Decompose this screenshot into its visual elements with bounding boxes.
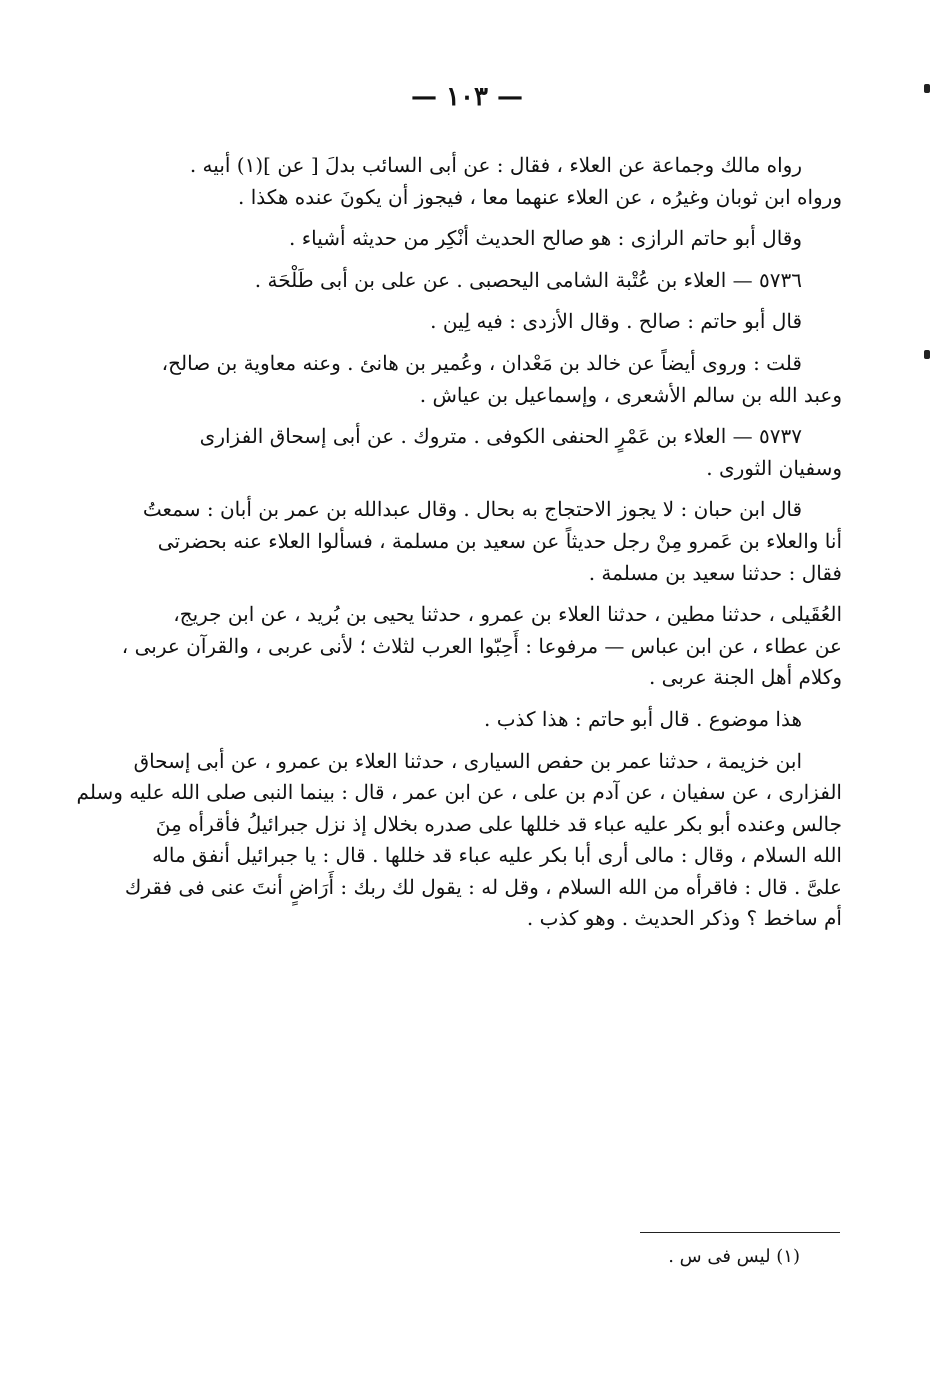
page-number: — ١٠٣ —	[410, 82, 524, 112]
text-line: ٥٧٣٦ — العلاء بن عُتْبة الشامى اليحصبى . عن على بن أبى طَلْحَة .	[254, 267, 802, 292]
text-line: أم ساخط ؟ وذكر الحديث . وهو كذب .	[526, 906, 842, 931]
text-line: جالس وعنده أبو بكر عليه عباء قد خللها على صدره بخلال إذ نزل جبرائيلُ فأقرأه مِنَ	[155, 811, 842, 836]
footnote: (١) ليس فى س .	[668, 1246, 800, 1267]
text-line: العُقَيلى ، حدثنا مطين ، حدثنا العلاء بن عمرو ، حدثنا يحيى بن بُريد ، عن ابن جريج،	[173, 602, 842, 627]
text-line: رواه مالك وجماعة عن العلاء ، فقال : عن أبى السائب بدلَ [ عن ](١) أبيه .	[189, 153, 802, 177]
text-line: عن عطاء ، عن ابن عباس — مرفوعا : أَحِبّوا العرب لثلاث ؛ لأنى عربى ، والقرآن عربى ،	[121, 633, 842, 658]
paragraph	[158, 265, 842, 297]
paragraph	[158, 704, 842, 736]
text-line: وقال أبو حاتم الرازى : هو صالح الحديث أنْكِر من حديثه أشياء .	[289, 226, 802, 251]
main-text	[76, 150, 842, 945]
paragraph	[142, 494, 842, 589]
paragraph	[158, 306, 842, 338]
paragraph	[158, 223, 842, 255]
text-line: هذا موضوع . قال أبو حاتم : هذا كذب .	[484, 706, 802, 731]
text-line: فقال : حدثنا سعيد بن مسلمة .	[588, 560, 842, 585]
paragraph	[158, 421, 842, 484]
paragraph	[158, 348, 842, 411]
footnote-divider	[640, 1232, 840, 1233]
paragraph	[76, 746, 842, 936]
text-line: قلت : وروى أيضاً عن خالد بن مَعْدان ، وعُمير بن هانئ . وعنه معاوية بن صالح،	[161, 350, 802, 375]
paragraph	[121, 599, 842, 694]
text-line: وعبد الله بن سالم الأشعرى ، وإسماعيل بن عياش .	[419, 382, 842, 407]
text-line: قال أبو حاتم : صالح . وقال الأزدى : فيه لِين .	[430, 309, 802, 334]
margin-mark	[924, 84, 930, 93]
paragraph	[158, 150, 842, 213]
text-line: وكلام أهل الجنة عربى .	[648, 665, 842, 690]
margin-mark	[924, 350, 930, 359]
text-line: وسفيان الثورى .	[706, 455, 842, 480]
text-line: ٥٧٣٧ — العلاء بن عَمْرٍ الحنفى الكوفى . متروك . عن أبى إسحاق الفزارى	[199, 424, 802, 449]
text-line: أنا والعلاء بن عَمرو مِنْ رجل حديثاً عن سعيد بن مسلمة ، فسألوا العلاء عنه بحضرتى	[157, 528, 842, 553]
text-line: الله السلام ، وقال : مالى أرى أبا بكر عليه عباء قد خللها . قال : يا جبرائيل أنفق ماله	[152, 843, 842, 868]
text-line: قال ابن حبان : لا يجوز الاحتجاج به بحال . وقال عبدالله بن عمر بن أبان : سمعتُ	[142, 497, 802, 522]
text-line: ابن خزيمة ، حدثنا عمر بن حفص السيارى ، حدثنا العلاء بن عمرو ، عن أبى إسحاق	[133, 748, 802, 773]
text-line: علىَّ . قال : فاقرأه من الله السلام ، وقل له : يقول لك ربك : أَرَاضٍ أنتَ عنى فى فقرك	[124, 874, 842, 899]
text-line: ورواه ابن ثوبان وغيرُه ، عن العلاء عنهما معا ، فيجوز أن يكونَ عنده هكذا .	[238, 184, 842, 209]
text-line: الفزارى ، عن سفيان ، عن آدم بن على ، عن ابن عمر ، قال : بينما النبى صلى الله عليه وسلم	[76, 780, 842, 805]
